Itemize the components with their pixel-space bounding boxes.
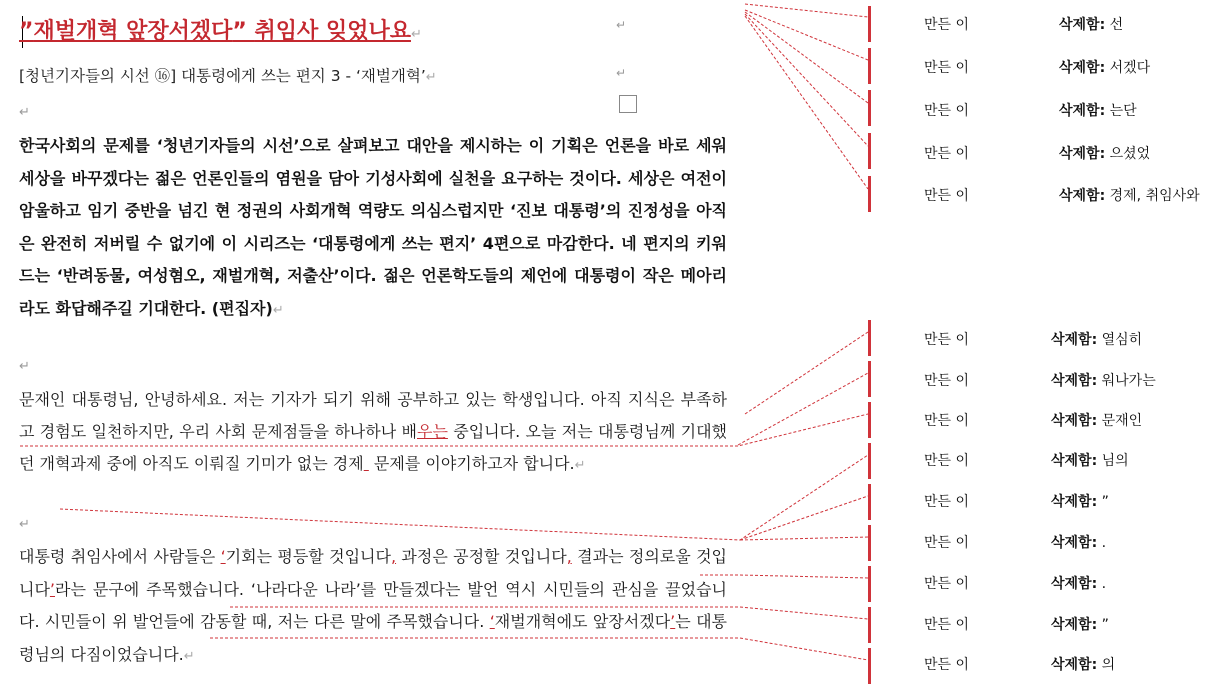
paragraph-mark-icon: ↵ [425, 70, 437, 85]
deletion-balloon[interactable] [870, 614, 1216, 650]
deleted-text [1051, 573, 1106, 593]
deleted-value: 워나가는 [1101, 373, 1156, 389]
deletion-balloon[interactable] [870, 329, 1216, 365]
p2-text-g: 재벌개혁에도 앞장서겠다 [494, 612, 671, 631]
deletion-balloon[interactable] [870, 573, 1216, 609]
comment-author-label: 만든 이 [924, 17, 970, 33]
return-mark-icon: ↵ [616, 18, 627, 32]
revision-bar [868, 607, 871, 643]
paragraph-mark-icon: ↵ [410, 27, 422, 42]
comment-author-label: 만든 이 [924, 576, 970, 592]
inserted-text: 우는 [416, 422, 448, 441]
revision-bar [868, 443, 871, 479]
body-paragraph-1[interactable] [19, 384, 727, 482]
paragraph-mark-icon: ↵ [272, 302, 284, 318]
deletion-balloon[interactable] [870, 100, 1216, 136]
deleted-value: 열심히 [1101, 332, 1143, 348]
paragraph-mark-icon: ↵ [19, 105, 30, 120]
deleted-label: 삭제함: [1051, 576, 1098, 592]
comment-author-label: 만든 이 [924, 103, 970, 119]
comment-author-label: 만든 이 [924, 332, 970, 348]
inserted-quote: ‘ [489, 612, 495, 631]
deleted-label: 삭제함: [1059, 17, 1106, 33]
revision-bar [868, 133, 871, 169]
deleted-label: 삭제함: [1051, 657, 1098, 673]
deleted-value: 으셨었 [1109, 146, 1151, 162]
deletion-balloon[interactable] [870, 654, 1216, 690]
revision-bar [868, 484, 871, 520]
deleted-value: . [1101, 576, 1107, 592]
deletion-balloon[interactable] [870, 450, 1216, 486]
p2-text-b: 기회는 평등할 것입니다 [225, 547, 391, 566]
deleted-value: 님의 [1101, 453, 1129, 469]
intro-text: 한국사회의 문제를 ‘청년기자들의 시선’으로 살펴보고 대안을 제시하는 이 기획은 언론을 바로 세워 세상을 바꾸겠다는 젊은 언론인들의 염원을 담아 기성사회에 실천을 요구하는 것이다. 세상은 여전이 암울하고 임기 중반을 넘긴 현 정권의 사회개혁 역량도 의심스럽지만 ‘진보 대통령’의 진정성을 아직은 완전히 저버릴 수 없기에 이 시리즈는 ‘대통령에게 쓰는 편지’ 4편으로 마감한다. 네 편지의 키워드는 ‘반려동물, 여성혐오, 재벌개혁, 저출산’이다. 젊은 언론학도들의 제언에 대통령이 작은 메아리라도 화답해주길 기대한다. (편집자) [19, 136, 727, 318]
deleted-label: 삭제함: [1051, 494, 1098, 510]
comment-author-label: 만든 이 [924, 617, 970, 633]
deletion-balloon[interactable] [870, 143, 1216, 179]
p2-text-a: 대통령 취임사에서 사람들은 [19, 547, 221, 566]
p2-text-h: 는 대통령님의 다짐이었습니다. [19, 612, 727, 664]
p1-text-c: 문제를 이야기하고자 합니다. [368, 454, 575, 473]
deleted-label: 삭제함: [1059, 60, 1106, 76]
revision-bar [868, 525, 871, 561]
return-mark-icon: ↵ [616, 66, 627, 80]
comment-author-label: 만든 이 [924, 373, 970, 389]
inserted-comma: , [566, 547, 572, 566]
deletion-balloon[interactable] [870, 532, 1216, 568]
inserted-quote: ‘ [220, 547, 226, 566]
revision-bar [868, 648, 871, 684]
revision-bar [868, 48, 871, 84]
comment-author-label: 만든 이 [924, 60, 970, 76]
deletion-balloon[interactable] [870, 491, 1216, 527]
p2-text-e: 결과는 정의로울 것입니다 [19, 547, 727, 599]
deleted-label: 삭제함: [1051, 373, 1098, 389]
checkbox-icon[interactable] [619, 95, 637, 113]
deleted-value: 경제, 취임사와 [1109, 188, 1200, 204]
paragraph-mark-icon: ↵ [183, 648, 195, 664]
deleted-label: 삭제함: [1059, 103, 1106, 119]
comment-author-label: 만든 이 [924, 188, 970, 204]
deleted-text [1051, 329, 1142, 349]
deleted-text [1051, 491, 1109, 511]
deleted-text [1051, 410, 1142, 430]
deleted-text [1051, 450, 1129, 470]
revision-bar [868, 566, 871, 602]
comment-author-label: 만든 이 [924, 494, 970, 510]
paragraph-mark-icon: ↵ [19, 517, 30, 532]
deleted-text [1059, 100, 1137, 120]
deleted-text [1051, 532, 1106, 552]
deletion-balloon[interactable] [870, 14, 1216, 50]
p2-text-d: 과정은 공정할 것입니다 [396, 547, 567, 566]
deleted-value: 서겠다 [1109, 60, 1151, 76]
subtitle-text: [청년기자들의 시선 ⑯] 대통령에게 쓰는 편지 3 - ‘재벌개혁’ [19, 67, 426, 85]
revision-bar [868, 6, 871, 42]
deleted-text [1059, 185, 1200, 205]
p1-text-a: 문재인 대통령님, 안녕하세요. 저는 기자가 되기 위해 공부하고 있는 학생입니다. 아직 지식은 부족하고 경험도 일천하지만, 우리 사회 문제점들을 하나하나 배 [19, 390, 727, 441]
deletion-balloon[interactable] [870, 370, 1216, 406]
deleted-text [1051, 614, 1109, 634]
revision-bar [868, 176, 871, 212]
deletion-balloon[interactable] [870, 410, 1216, 446]
title-quote-close: ” [232, 19, 255, 44]
article-subtitle[interactable] [19, 64, 727, 86]
deleted-text [1059, 14, 1123, 34]
title-quote-open: ” [19, 19, 34, 44]
deleted-value: 선 [1109, 17, 1124, 33]
paragraph-mark-icon: ↵ [574, 458, 586, 473]
comment-author-label: 만든 이 [924, 657, 970, 673]
revision-bar [868, 361, 871, 397]
deleted-value: 는단 [1109, 103, 1137, 119]
deleted-label: 삭제함: [1051, 617, 1098, 633]
deleted-label: 삭제함: [1051, 332, 1098, 348]
deleted-label: 삭제함: [1051, 453, 1098, 469]
title-main: 재벌개혁 앞장서겠다 [33, 19, 233, 44]
deleted-value: ” [1101, 494, 1109, 510]
deleted-label: 삭제함: [1051, 535, 1098, 551]
body-paragraph-2[interactable] [19, 541, 727, 673]
title-rest: 취임사 잊었나요 [254, 19, 411, 44]
markup-pane [870, 0, 1216, 677]
comment-author-label: 만든 이 [924, 146, 970, 162]
deleted-text [1059, 57, 1150, 77]
inserted-comma: , [390, 547, 397, 566]
paragraph-mark-icon: ↵ [19, 359, 30, 374]
revision-bar [868, 90, 871, 126]
deleted-label: 삭제함: [1051, 413, 1098, 429]
deleted-value: 의 [1101, 657, 1116, 673]
deleted-text [1059, 143, 1150, 163]
inserted-quote: ’ [49, 579, 56, 599]
deleted-text [1051, 654, 1115, 674]
deleted-text [1051, 370, 1156, 390]
p2-text-f: 라는 문구에 주목했습니다. ‘나라다운 나라’를 만들겠다는 발언 역시 시민들의 관심을 끌었습니다. 시민들이 위 발언들에 감동할 때, 저는 다른 말에 주목했습니다. [19, 579, 727, 631]
p1-text-b: 중입니다. 오늘 저는 대통령님께 기대했던 개혁과제 중에 아직도 이뤄질 기미가 없는 경제 [19, 422, 727, 473]
deletion-balloon[interactable] [870, 57, 1216, 93]
deleted-label: 삭제함: [1059, 188, 1106, 204]
revision-bar [868, 320, 871, 356]
comment-author-label: 만든 이 [924, 413, 970, 429]
revision-bar [868, 402, 871, 438]
deletion-balloon[interactable] [870, 185, 1216, 221]
comment-author-label: 만든 이 [924, 535, 970, 551]
deleted-label: 삭제함: [1059, 146, 1106, 162]
inserted-quote: ’ [670, 612, 676, 631]
deleted-value: ” [1101, 617, 1109, 633]
deleted-value: 문재인 [1101, 413, 1143, 429]
intro-paragraph[interactable] [19, 130, 727, 327]
deleted-value: . [1101, 535, 1107, 551]
comment-author-label: 만든 이 [924, 453, 970, 469]
